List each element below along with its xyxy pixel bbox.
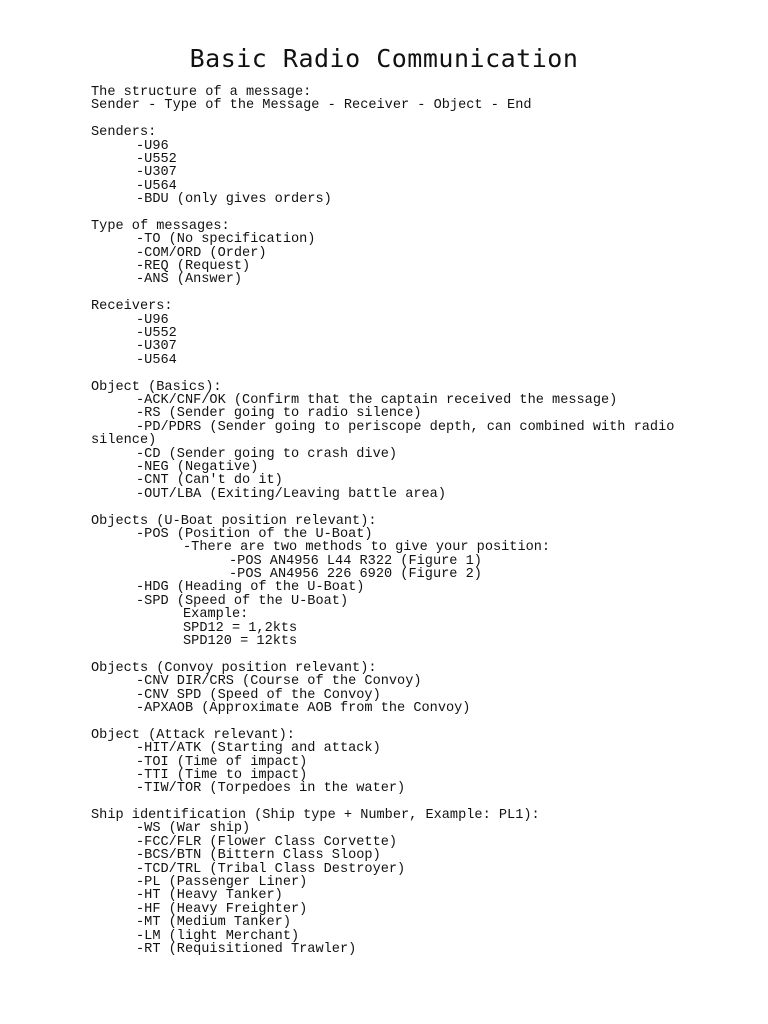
- section-heading: Receivers:: [91, 299, 173, 315]
- list-item: -HDG (Heading of the U-Boat): [136, 580, 365, 596]
- list-item: -PD/PDRS (Sender going to periscope depth, can combined with radio: [136, 419, 675, 435]
- list-item: -RT (Requisitioned Trawler): [136, 942, 357, 957]
- list-item: -TTI (Time to impact): [136, 767, 308, 783]
- list-item: -U96: [136, 138, 169, 154]
- example-line: SPD12 = 1,2kts: [183, 620, 298, 636]
- list-item: -U564: [136, 352, 177, 368]
- object-convoy-section: [91, 662, 751, 716]
- document-body: [91, 86, 751, 970]
- list-item: -REQ (Request): [136, 259, 251, 275]
- list-item: -CD (Sender going to crash dive): [136, 446, 398, 462]
- list-item: -APXAOB (Approximate AOB from the Convoy): [136, 700, 471, 716]
- section-heading: Object (Attack relevant):: [91, 727, 295, 743]
- list-item: -CNV DIR/CRS (Course of the Convoy): [136, 674, 422, 690]
- list-item: -U307: [136, 165, 177, 181]
- list-item: -CNT (Can't do it): [136, 473, 283, 489]
- page-title: Basic Radio Communication: [189, 44, 579, 73]
- object-basics-section: [91, 381, 751, 502]
- list-item: -CNV SPD (Speed of the Convoy): [136, 687, 381, 703]
- receivers-section: [91, 300, 751, 367]
- list-item: -TCD/TRL (Tribal Class Destroyer): [136, 861, 406, 877]
- list-item: -NEG (Negative): [136, 459, 259, 475]
- list-item: -POS AN4956 L44 R322 (Figure 1): [229, 553, 482, 569]
- list-item: -ANS (Answer): [136, 272, 243, 288]
- list-item: -U96: [136, 312, 169, 328]
- list-item: -There are two methods to give your position:: [183, 540, 551, 556]
- list-item: -COM/ORD (Order): [136, 245, 267, 261]
- list-item: -PL (Passenger Liner): [136, 875, 308, 891]
- section-heading: Objects (Convoy position relevant):: [91, 660, 377, 676]
- list-item-continuation: silence): [91, 433, 157, 449]
- list-item: -SPD (Speed of the U-Boat): [136, 593, 349, 609]
- message-types-section: [91, 220, 751, 287]
- list-item: -HF (Heavy Freighter): [136, 901, 308, 917]
- senders-section: [91, 126, 751, 206]
- list-item: -OUT/LBA (Exiting/Leaving battle area): [136, 486, 446, 502]
- list-item: -TIW/TOR (Torpedoes in the water): [136, 781, 406, 797]
- section-heading: The structure of a message:: [91, 85, 312, 100]
- list-item: -HIT/ATK (Starting and attack): [136, 741, 381, 757]
- list-item: -U552: [136, 326, 177, 342]
- list-item: -TO (No specification): [136, 232, 316, 248]
- object-attack-section: [91, 729, 751, 796]
- list-item: -WS (War ship): [136, 821, 251, 837]
- list-item: -U564: [136, 178, 177, 194]
- structure-text: Sender - Type of the Message - Receiver - Object - End: [91, 98, 532, 114]
- list-item: -HT (Heavy Tanker): [136, 888, 283, 904]
- section-heading: Ship identification (Ship type + Number, Example: PL1):: [91, 808, 540, 824]
- section-heading: Object (Basics):: [91, 379, 222, 395]
- section-heading: Senders:: [91, 125, 157, 141]
- list-item: -LM (light Merchant): [136, 928, 300, 944]
- list-item: -U552: [136, 151, 177, 167]
- list-item: -MT (Medium Tanker): [136, 915, 291, 931]
- list-item: -TOI (Time of impact): [136, 754, 308, 770]
- list-item: -FCC/FLR (Flower Class Corvette): [136, 834, 398, 850]
- list-item: -ACK/CNF/OK (Confirm that the captain received the message): [136, 392, 618, 408]
- list-item: -POS (Position of the U-Boat): [136, 526, 373, 542]
- message-structure-section: [91, 86, 751, 113]
- example-label: Example:: [183, 607, 249, 623]
- object-uboat-section: [91, 515, 751, 649]
- section-heading: Objects (U-Boat position relevant):: [91, 513, 377, 529]
- list-item: -RS (Sender going to radio silence): [136, 406, 422, 422]
- list-item: -BCS/BTN (Bittern Class Sloop): [136, 848, 381, 864]
- list-item: -U307: [136, 339, 177, 355]
- list-item: -POS AN4956 226 6920 (Figure 2): [229, 567, 482, 583]
- section-heading: Type of messages:: [91, 218, 230, 234]
- list-item: -BDU (only gives orders): [136, 192, 332, 208]
- example-line: SPD120 = 12kts: [183, 634, 298, 650]
- ship-identification-section: [91, 809, 751, 956]
